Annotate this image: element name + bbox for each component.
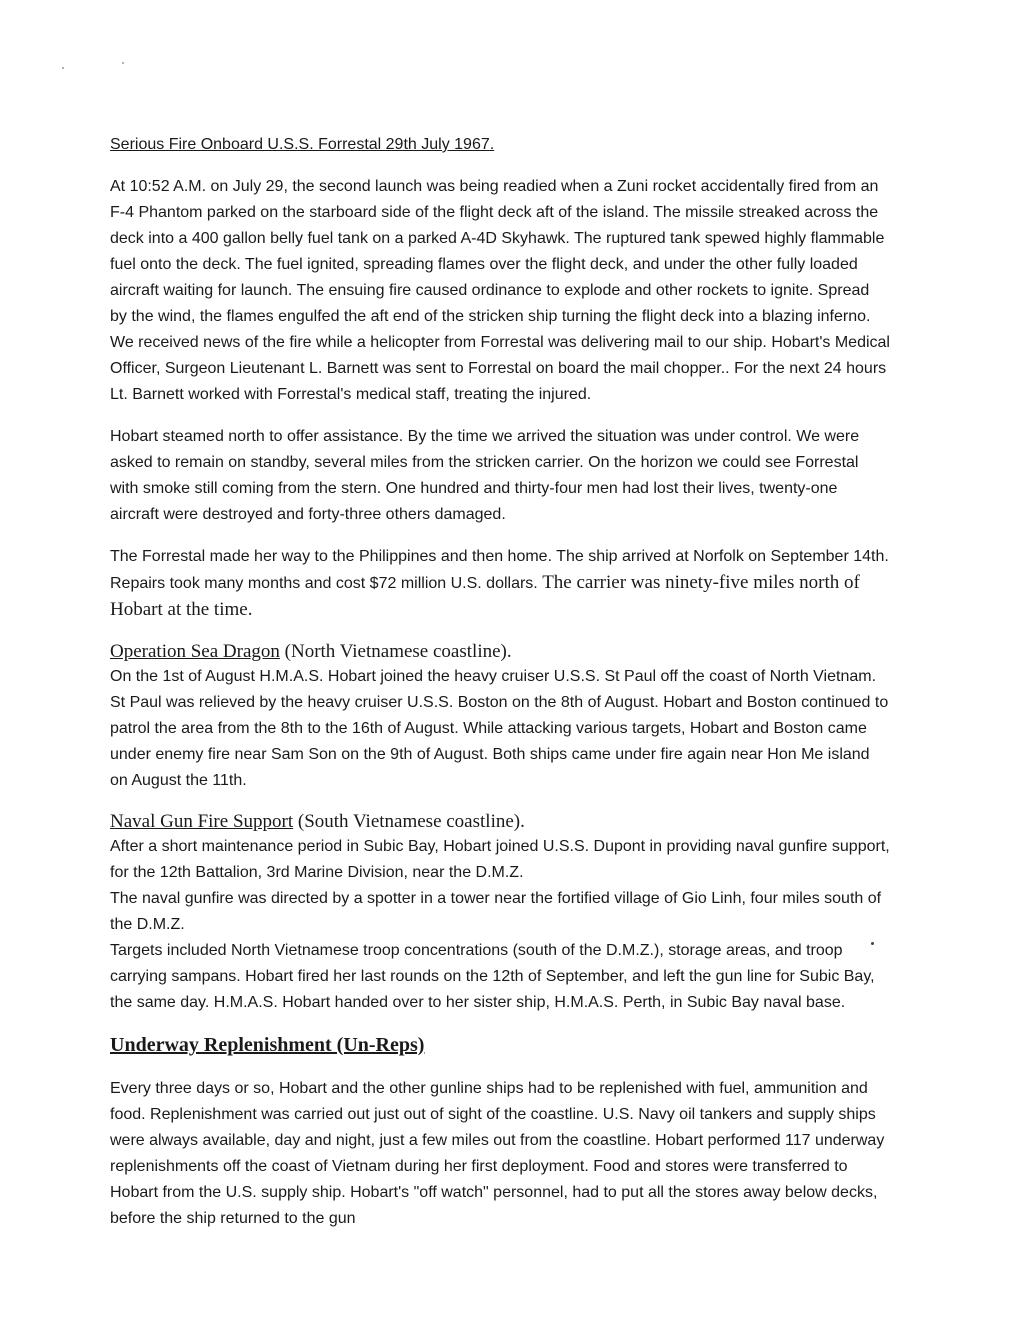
- section-sea-dragon: [110, 640, 890, 794]
- paragraph-aftermath-sans: The Forrestal made her way to the Philippines and then home. The ship arrived at Norfolk on September 14th. Repairs took many months and cost $72 million U.S. dollars.: [110, 548, 889, 592]
- paragraph-aftermath-serif: The carrier was ninety-five miles north of Hobart at the time.: [110, 572, 860, 620]
- section-gun-fire-support: [110, 810, 890, 1016]
- paragraph-fire-account: At 10:52 A.M. on July 29, the second launch was being readied when a Zuni rocket accidentally fired from an F-4 Phantom parked on the starboard side of the flight deck aft of the island. The missile streaked across the deck into a 400 gallon belly fuel tank on a parked A-4D Skyhawk. The ruptured tank spewed highly flammable fuel onto the deck. The fuel ignited, spreading flames over the flight deck, and under the other fully loaded aircraft waiting for launch. The ensuing fire caused ordinance to explode and other rockets to ignite. Spread by the wind, the flames engulfed the aft end of the stricken ship turning the flight deck into a blazing inferno. We received news of the fire while a helicopter from Forrestal was delivering mail to our ship. Hobart's Medical Officer, Surgeon Lieutenant L. Barnett was sent to Forrestal on board the mail chopper.. For the next 24 hours Lt. Barnett worked with Forrestal's medical staff, treating the injured.: [110, 178, 890, 403]
- section-heading-sea-dragon-title: Operation Sea Dragon: [110, 641, 280, 662]
- scan-speck: [62, 67, 64, 69]
- section-body-sea-dragon: On the 1st of August H.M.A.S. Hobart joined the heavy cruiser U.S.S. St Paul off the coast of North Vietnam. St Paul was relieved by the heavy cruiser U.S.S. Boston on the 8th of August. Hobart and Boston continued to patrol the area from the 8th to the 16th of August. While attacking various targets, Hobart and Boston came under enemy fire near Sam Son on the 9th of August. Both ships came under fire again near Hon Me island on August the 11th.: [110, 668, 889, 789]
- document-body: [110, 132, 890, 1232]
- section-heading-sea-dragon: [110, 640, 890, 664]
- document-title: Serious Fire Onboard U.S.S. Forrestal 29th July 1967.: [110, 136, 495, 153]
- section-heading-gun-fire-title: Naval Gun Fire Support: [110, 811, 294, 832]
- gun-fire-line-2: The naval gunfire was directed by a spotter in a tower near the fortified village of Gio Linh, four miles south of the D.M.Z.: [110, 890, 882, 933]
- scan-speck: [122, 62, 124, 64]
- section-body-unreps: Every three days or so, Hobart and the other gunline ships had to be replenished with fuel, ammunition and food. Replenishment was carried out just out of sight of the coastline. U.S. Navy oil tankers and supply ships were always available, day and night, just a few miles out from the coastline. Hobart performed 117 underway replenishments off the coast of Vietnam during her first deployment. Food and stores were transferred to Hobart from the U.S. supply ship. Hobart's "off watch" personnel, had to put all the stores away below decks, before the ship returned to the gun: [110, 1080, 885, 1227]
- paragraph-assistance: Hobart steamed north to offer assistance. By the time we arrived the situation was under control. We were asked to remain on standby, several miles from the stricken carrier. On the horizon we could see Forrestal with smoke still coming from the stern. One hundred and thirty-four men had lost their lives, twenty-one aircraft were destroyed and forty-three others damaged.: [110, 428, 860, 523]
- gun-fire-line-3: Targets included North Vietnamese troop concentrations (south of the D.M.Z.), storage areas, and troop carrying sampans. Hobart fired her last rounds on the 12th of September, and left the gun line for Subic Bay, the same day. H.M.A.S. Hobart handed over to her sister ship, H.M.A.S. Perth, in Subic Bay naval base.: [110, 942, 875, 1011]
- section-heading-unreps: Underway Replenishment (Un-Reps): [110, 1034, 425, 1056]
- gun-fire-line-1: After a short maintenance period in Subic Bay, Hobart joined U.S.S. Dupont in providing naval gunfire support, for the 12th Battalion, 3rd Marine Division, near the D.M.Z.: [110, 838, 890, 881]
- section-heading-gun-fire: [110, 810, 890, 834]
- section-heading-sea-dragon-subtitle: (North Vietnamese coastline).: [284, 641, 512, 662]
- section-heading-gun-fire-subtitle: (South Vietnamese coastline).: [297, 811, 525, 832]
- paragraph-aftermath: [110, 544, 890, 624]
